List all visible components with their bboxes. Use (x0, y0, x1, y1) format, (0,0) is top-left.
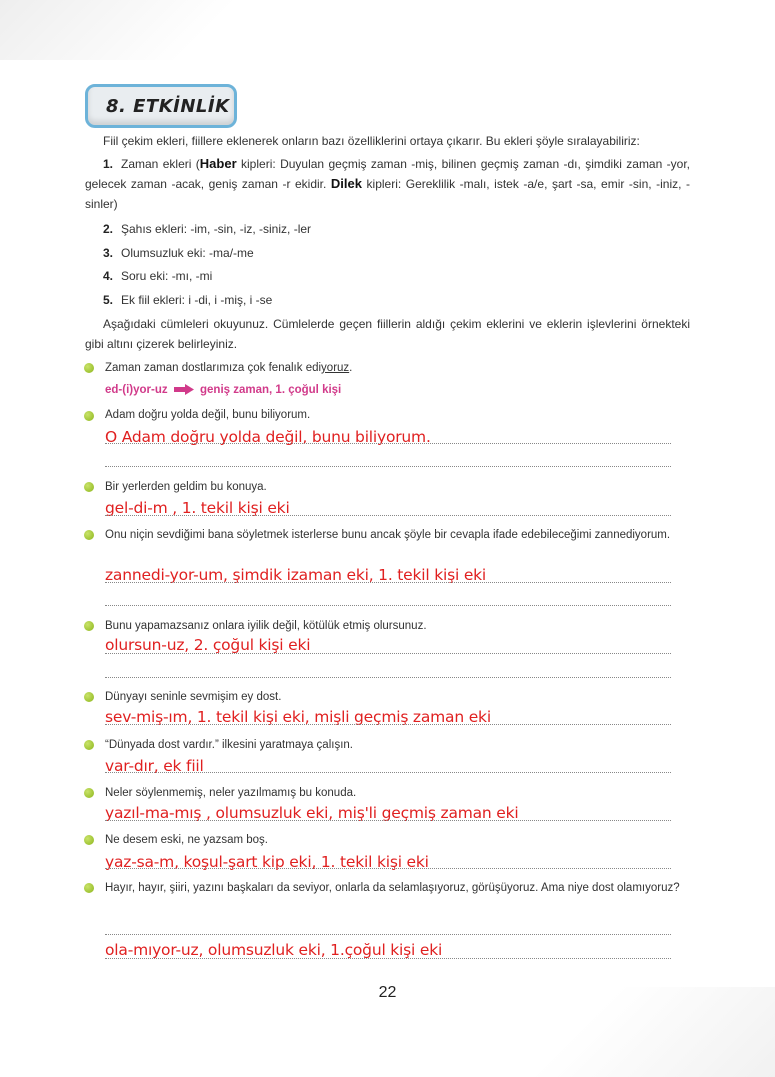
example-sentence (105, 358, 690, 378)
rule-1-haber: Haber (199, 156, 237, 171)
bullet-icon (84, 621, 94, 631)
rule-5-text: Ek fiil ekleri: i -di, i -miş, i -se (121, 293, 273, 307)
item-4-sentence: Bunu yapamazsanız onlara iyilik değil, kötülük etmiş olursunuz. (105, 620, 427, 632)
item-1-sentence: Adam doğru yolda değil, bunu biliyorum. (105, 409, 311, 421)
page-number: 22 (378, 984, 397, 1001)
example-answer-suffixes: ed-(i)yor-uz (105, 384, 168, 396)
answer-line (105, 934, 671, 935)
page-shadow-top-left (0, 0, 280, 60)
rule-3-text: Olumsuzluk eki: -ma/-me (121, 246, 254, 260)
instruction-paragraph (85, 314, 690, 354)
rule-1-dilek: Dilek (330, 176, 362, 191)
item-2-answer: gel-di-m , 1. tekil kişi eki (105, 499, 290, 517)
rule-4-number: 4. (103, 269, 114, 283)
bullet-icon (84, 788, 94, 798)
answer-line (105, 677, 671, 678)
rule-1-mid: kipleri: Duyulan geçmiş zaman -miş, bilinen geçmiş zaman -dı, şimdiki zaman -yor, gelecek zaman -acak, geniş zaman -r ekidir. (85, 157, 691, 191)
item-9-sentence: Hayır, hayır, şiiri, yazını başkaları da seviyor, onlarla da selamlaşıyoruz, görüşüyoruz. Ama niye dost olamıyoruz? (105, 882, 680, 894)
intro-paragraph (85, 131, 690, 151)
item-4-answer: olursun-uz, 2. çoğul kişi eki (105, 636, 311, 654)
rule-3-number: 3. (103, 246, 114, 260)
item-5-answer: sev-miş-ım, 1. tekil kişi eki, mişli geçmiş zaman eki (105, 708, 491, 726)
answer-line (105, 466, 671, 467)
intro-text: Fiil çekim ekleri, fiillere eklenerek onların bazı özelliklerini ortaya çıkarır. Bu ekleri şöyle sıralayabiliriz: (103, 134, 640, 148)
item-7-answer: yazıl-ma-mış , olumsuzluk eki, miş'li geçmiş zaman eki (105, 804, 519, 822)
rule-1-pre: Zaman ekleri ( (121, 157, 200, 171)
item-5-sentence: Dünyayı seninle sevmişim ey dost. (105, 691, 282, 703)
bullet-icon (84, 482, 94, 492)
rule-2 (85, 219, 690, 239)
item-8-sentence: Ne desem eski, ne yazsam boş. (105, 834, 268, 846)
rule-2-number: 2. (103, 222, 114, 236)
bullet-icon (84, 883, 94, 893)
bullet-icon (84, 835, 94, 845)
item-7-sentence: Neler söylenmemiş, neler yazılmamış bu konuda. (105, 787, 357, 799)
item-1-answer: O Adam doğru yolda değil, bunu biliyorum. (105, 428, 431, 446)
item-3-sentence: Onu niçin sevdiğimi bana söyletmek isterlerse bunu ancak şöyle bir cevapla ifade edebileceğimi zannediyorum. (105, 529, 671, 541)
item-6-answer: var-dır, ek fiil (105, 757, 204, 775)
bullet-icon (84, 740, 94, 750)
answer-line (105, 443, 671, 444)
activity-badge (85, 84, 237, 128)
instruction-text: Aşağıdaki cümleleri okuyunuz. Cümlelerde geçen fiillerin aldığı çekim eklerini ve eklerin işlevlerini örnekteki gibi altını çizerek belirleyiniz. (85, 317, 690, 351)
answer-line (105, 724, 671, 725)
item-2-sentence: Bir yerlerden geldim bu konuya. (105, 481, 267, 493)
example-underlined-suffix: yoruz (321, 362, 350, 374)
answer-line (105, 582, 671, 583)
item-8-answer: yaz-sa-m, koşul-şart kip eki, 1. tekil kişi eki (105, 853, 429, 871)
rule-4 (85, 266, 690, 286)
example-text-pre: Zaman zaman dostlarımıza çok fenalık edi (105, 362, 322, 374)
bullet-icon (84, 530, 94, 540)
answer-line (105, 653, 671, 654)
bullet-icon (84, 363, 94, 373)
item-3-answer: zannedi-yor-um, şimdik izaman eki, 1. tekil kişi eki (105, 566, 487, 584)
rule-4-text: Soru eki: -mı, -mi (121, 269, 213, 283)
right-arrow-icon (174, 384, 194, 395)
example-text-post: . (349, 362, 353, 374)
answer-line (105, 772, 671, 773)
item-9-answer: ola-mıyor-uz, olumsuzluk eki, 1.çoğul kişi eki (105, 941, 443, 959)
answer-line (105, 958, 671, 959)
rule-5-number: 5. (103, 293, 114, 307)
bullet-icon (84, 692, 94, 702)
answer-line (105, 868, 671, 869)
example-answer (105, 384, 341, 396)
example-answer-function: geniş zaman, 1. çoğul kişi (200, 384, 342, 396)
rule-1-number: 1. (103, 157, 114, 171)
rule-5 (85, 290, 690, 310)
answer-line (105, 515, 671, 516)
bullet-icon (84, 411, 94, 421)
rule-1-post: kipleri: Gereklilik -malı, istek -a/e, şart -sa, emir -sin, -iniz, -sinler) (85, 177, 690, 211)
activity-title: 8. ETKİNLİK (106, 95, 230, 117)
rule-1 (85, 154, 690, 214)
rule-3 (85, 243, 690, 263)
answer-line (105, 605, 671, 606)
answer-line (105, 820, 671, 821)
item-6-sentence: “Dünyada dost vardır.” ilkesini yaratmaya çalışın. (105, 739, 353, 751)
rule-2-text: Şahıs ekleri: -im, -sin, -iz, -siniz, -ler (121, 222, 312, 236)
